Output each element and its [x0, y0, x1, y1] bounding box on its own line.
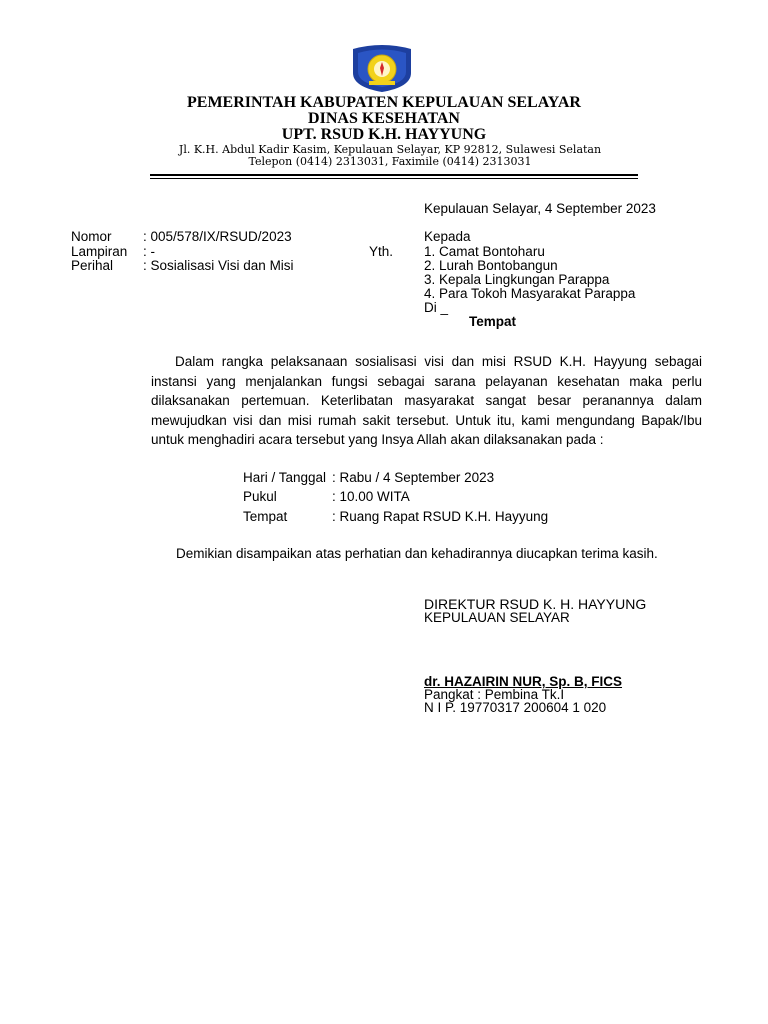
schedule-hari-label: Hari / Tanggal — [243, 470, 327, 485]
signature-nip: N I P. 19770317 200604 1 020 — [424, 700, 607, 715]
recipient-yth: Yth. — [369, 244, 394, 259]
recipient-item: 3. Kepala Lingkungan Parappa — [424, 272, 610, 287]
nomor-label: Nomor — [71, 229, 112, 244]
recipient-item: 2. Lurah Bontobangun — [424, 258, 558, 273]
header-address: Jl. K.H. Abdul Kadir Kasim, Kepulauan Selayar, KP 92812, Sulawesi Selatan — [178, 143, 602, 156]
header-institution: UPT. RSUD K.H. HAYYUNG — [281, 126, 487, 143]
schedule-pukul-label: Pukul — [243, 489, 277, 504]
schedule-tempat-label: Tempat — [243, 509, 288, 524]
date-line: Kepulauan Selayar, 4 September 2023 — [424, 201, 656, 216]
signature-title: DIREKTUR RSUD K. H. HAYYUNG — [424, 596, 647, 612]
recipient-item: 4. Para Tokoh Masyarakat Parappa — [424, 286, 636, 301]
lampiran-value: : - — [143, 244, 155, 259]
body-paragraph-text: Dalam rangka pelaksanaan sosialisasi visi dan misi RSUD K.H. Hayyung sebagai instansi yang menjalankan fungsi sebagai sarana pelayanan kesehatan maka perlu dilaksanakan pertemuan. Keterlibatan masyarakat sangat besar peranannya dalam mewujudkan visi dan misi rumah sakit tersebut. Untuk itu, kami mengundang Bapak/Ibu untuk menghadiri acara tersebut yang Insya Allah akan dilaksanakan pada : — [151, 354, 702, 447]
body-paragraph — [151, 352, 702, 450]
schedule-hari-value: : Rabu / 4 September 2023 — [332, 470, 495, 485]
schedule-tempat-value: : Ruang Rapat RSUD K.H. Hayyung — [332, 509, 549, 524]
regency-logo — [349, 43, 415, 93]
letterhead-rule-thin — [150, 178, 638, 179]
logo-ribbon — [369, 81, 395, 85]
header-government: PEMERINTAH KABUPATEN KEPULAUAN SELAYAR — [187, 94, 581, 111]
recipient-item: 1. Camat Bontoharu — [424, 244, 545, 259]
perihal-value: : Sosialisasi Visi dan Misi — [143, 258, 294, 273]
closing-text: Demikian disampaikan atas perhatian dan kehadirannya diucapkan terima kasih. — [176, 546, 658, 561]
lampiran-label: Lampiran — [71, 244, 128, 259]
signature-rank: Pangkat : Pembina Tk.I — [424, 687, 565, 702]
letterhead-rule-thick — [150, 174, 638, 176]
header-department: DINAS KESEHATAN — [308, 110, 460, 127]
header-phone: Telepon (0414) 2313031, Faximile (0414) 2313031 — [248, 155, 532, 168]
recipient-di: Di _ — [424, 300, 449, 315]
recipient-kepada: Kepada — [424, 229, 471, 244]
schedule-pukul-value: : 10.00 WITA — [332, 489, 410, 504]
signature-subtitle: KEPULAUAN SELAYAR — [424, 610, 570, 625]
perihal-label: Perihal — [71, 258, 114, 273]
signature-name: dr. HAZAIRIN NUR, Sp. B, FICS — [424, 674, 623, 689]
nomor-value: : 005/578/IX/RSUD/2023 — [143, 229, 292, 244]
recipient-tempat: Tempat — [469, 314, 517, 329]
